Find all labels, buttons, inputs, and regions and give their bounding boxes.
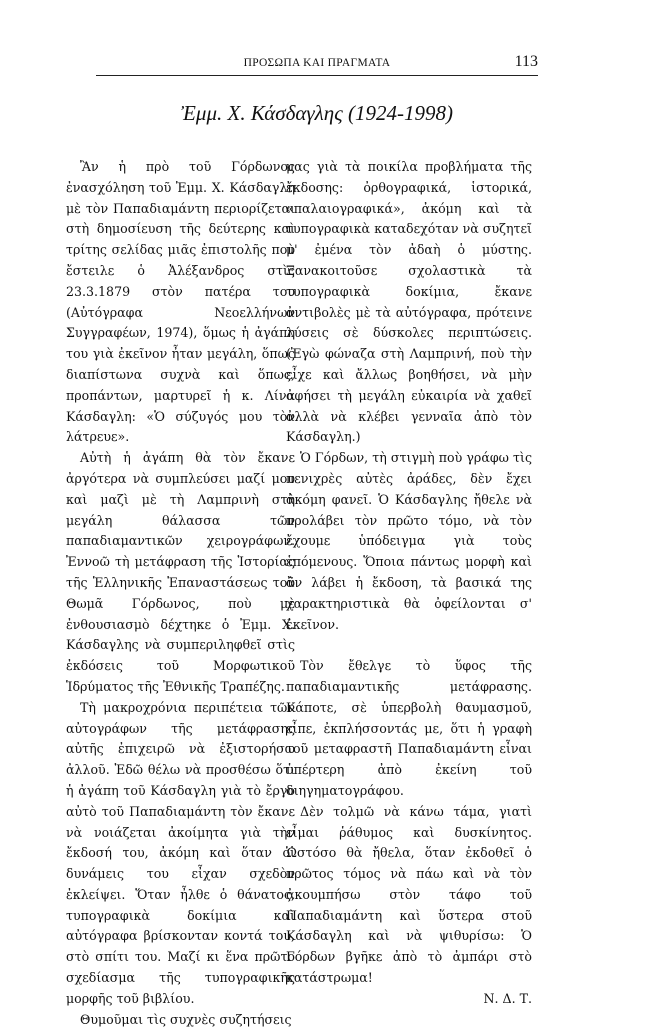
header-rule: [96, 75, 538, 76]
paragraph: Δὲν τολμῶ νὰ κάνω τάμα, γιατὶ εἶμαι ῥάθυμος καὶ δυσκίνητος. Ὡστόσο θὰ ἤθελα, ὅταν ἐκδοθεῖ ὁ πρῶτος τόμος νὰ πάω καὶ νὰ τὸν ἀκουμπήσω στὸν τάφο τοῦ Παπαδιαμάντη καὶ ὕστερα στοῦ Κάσδαγλη καὶ νὰ ψιθυρίσω: Ὁ Γόρδων βγῆκε ἀπὸ τὸ ἀμπάρι στὸ κατάστρωμα!: [286, 803, 532, 986]
page-header: [96, 51, 538, 73]
paragraph: Ἂν ἡ πρὸ τοῦ Γόρδωνος ἐνασχόληση τοῦ Ἐμμ. Χ. Κάσδαγλη μὲ τὸν Παπαδιαμάντη περιορίζεται στὴ δημοσίευση τῆς δεύτερης καὶ τρίτης σελίδας μιᾶς ἐπιστολῆς ποὺ ἔστειλε ὁ Ἀλέξανδρος στὶς 23.3.1879 στὸν πατέρα του (Αὐτόγραφα Νεοελλήνων Συγγραφέων, 1974), ὅμως ἡ ἀγάπη του γιὰ ἐκεῖνον ἦταν μεγάλη, ὅπως διαπίστωνα συχνὰ καὶ ὅπως, προπάντων, μαρτυρεῖ ἡ κ. Λίνα Κάσδαγλη: «Ὁ σύζυγός μου τὸν λάτρευε».: [66, 159, 295, 445]
signature: Ν. Δ. Τ.: [483, 990, 532, 1006]
page-number: 113: [514, 53, 538, 70]
paragraph: Ὁ Γόρδων, τὴ στιγμὴ ποὺ γράφω τὶς πενιχρὲς αὐτὲς ἀράδες, δὲν ἔχει ἀκόμη φανεῖ. Ὁ Κάσδαγλης ἤθελε νὰ προλάβει τὸν πρῶτο τόμο, νὰ τὸν ἔχουμε ὑπόδειγμα γιὰ τοὺς ἑπόμενους. Ὅποια πάντως μορφὴ καὶ ἂν λάβει ἡ ἔκδοση, τὰ βασικά της χαρακτηριστικὰ θὰ ὀφείλονται σ' ἐκεῖνον.: [286, 450, 532, 632]
paragraph: Θυμοῦμαι τὶς συχνὲς συζητήσεις: [80, 1011, 292, 1027]
left-column: [66, 157, 295, 1030]
running-head: ΠΡΟΣΩΠΑ ΚΑΙ ΠΡΑΓΜΑΤΑ: [243, 57, 391, 69]
paragraph: Αὐτὴ ἡ ἀγάπη θὰ τὸν ἔκανε ἀργότερα νὰ συμπλεύσει μαζί μου καὶ μαζὶ μὲ τὴ Λαμπρινὴ στὴ μεγάλη θάλασσα τῶν παπαδιαμαντικῶν χειρογράφων. Ἐννοῶ τὴ μετάφραση τῆς Ἱστορίας τῆς Ἑλληνικῆς Ἐπαναστάσεως τοῦ Θωμᾶ Γόρδωνος, ποὺ μὲ ἐνθουσιασμὸ δέχτηκε ὁ Ἐμμ. Χ. Κάσδαγλης νὰ συμπεριληφθεῖ στὶς ἐκδόσεις τοῦ Μορφωτικοῦ Ἱδρύματος τῆς Ἐθνικῆς Τραπέζης.: [66, 450, 295, 694]
paragraph: Τὸν ἔθελγε τὸ ὕφος τῆς παπαδιαμαντικῆς μετάφρασης. Κάποτε, σὲ ὑπερβολὴ θαυμασμοῦ, εἶπε, ἐκπλήσσοντάς με, ὅτι ἡ γραφὴ τοῦ μεταφραστῆ Παπαδιαμάντη εἶναι ὑπέρτερη ἀπὸ ἐκείνη τοῦ διηγηματογράφου.: [286, 658, 532, 798]
article-title: Ἐμμ. Χ. Κάσδαγλης (1924-1998): [181, 101, 453, 125]
paragraph: μας γιὰ τὰ ποικίλα προβλήματα τῆς ἔκδοσης: ὀρθογραφικά, ἱστορικά, «παλαιογραφικά», ἀκόμη καὶ τὰ τυπογραφικὰ καταδεχόταν νὰ συζητεῖ μ' ἐμένα τὸν ἀδαὴ ὁ μύστης. Ξανακοιτοῦσε σχολαστικὰ τὰ τυπογραφικὰ δοκίμια, ἔκανε ἀντιβολὲς μὲ τὰ αὐτόγραφα, πρότεινε λύσεις σὲ δύσκολες περιπτώσεις. (Ἐγὼ φώναζα στὴ Λαμπρινή, ποὺ τὴν εἶχε καὶ ἄλλως βοηθήσει, νὰ μὴν ἀφήσει τὴ μεγάλη εὐκαιρία νὰ χαθεῖ ἀλλὰ νὰ κλέβει γενναῖα ἀπὸ τὸν Κάσδαγλη.): [286, 159, 532, 445]
paragraph: Τὴ μακροχρόνια περιπέτεια τῶν αὐτογράφων τῆς μετάφρασης αὐτῆς ἐπιχειρῶ νὰ ἐξιστορήσω ἀλλοῦ. Ἐδῶ θέλω νὰ προσθέσω ὅτι ἡ ἀγάπη τοῦ Κάσδαγλη γιὰ τὸ ἔργο αὐτὸ τοῦ Παπαδιαμάντη τὸν ἔκανε νὰ νοιάζεται ἀκοίμητα γιὰ τὴν ἔκδοσή του, ἀκόμη καὶ ὅταν οἱ δυνάμεις του εἶχαν σχεδὸν ἐκλείψει. Ὅταν ἦλθε ὁ θάνατος, τυπογραφικὰ δοκίμια καὶ αὐτόγραφα βρίσκονταν κοντά του, στὸ σπίτι του. Μαζί κι ἕνα πρῶτο σχεδίασμα τῆς τυπογραφικῆς μορφῆς τοῦ βιβλίου.: [66, 699, 295, 1006]
right-column: [286, 157, 532, 1010]
